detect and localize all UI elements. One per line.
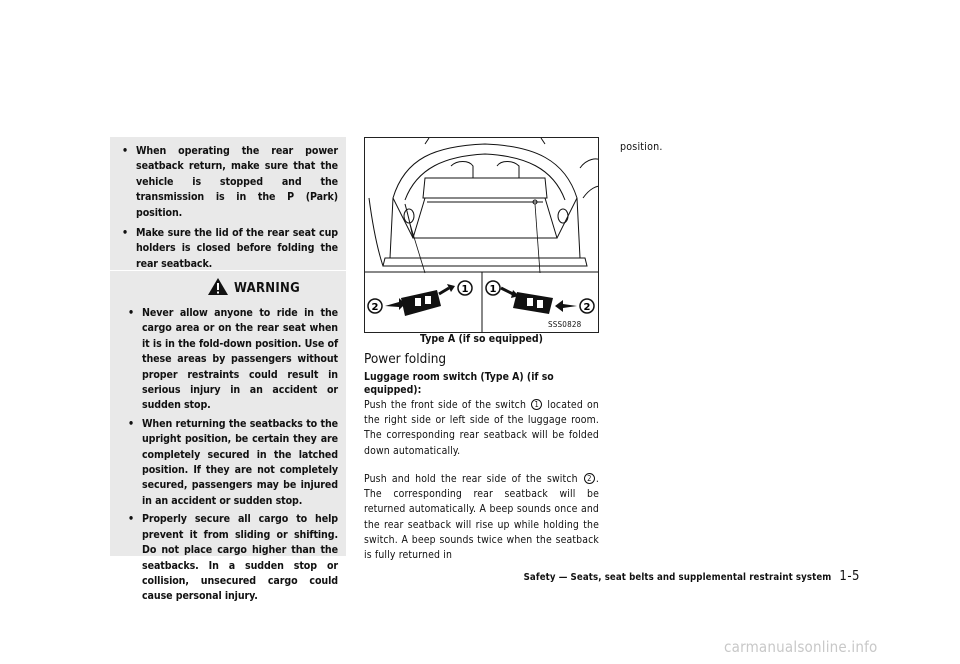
figure-caption: Type A (if so equipped) <box>420 333 543 345</box>
page-footer <box>500 565 860 584</box>
continuation-text: position. <box>620 141 663 153</box>
cargo-area-drawing <box>365 138 599 333</box>
warning-bullet: • Properly secure all cargo to help prevent it from sliding or shifting. Do not place cargo higher than the seatbacks. In a sudden stop or collision, unsecured cargo could cause personal injury. <box>128 513 338 603</box>
svg-text:1: 1 <box>489 284 497 295</box>
warning-header <box>110 270 346 300</box>
instruction-return: Push and hold the rear side of the switch 2 . The corresponding rear seatback will be returned automatically. A beep sounds once and the rear seatback will rise up while holding the switch. A beep sounds twice when the seatback is fully returned in <box>364 473 599 562</box>
warning-bullet: • When returning the seatbacks to the upright position, be certain they are completely secured in the latched position. If they are not completely secured, passengers may be injured in an accident or sudden stop. <box>128 417 338 507</box>
warning-title: WARNING <box>234 281 301 296</box>
left-panel <box>110 137 346 603</box>
page-number: 1-5 <box>839 569 860 584</box>
section-title: Power folding <box>364 351 447 367</box>
switch-right-drawing <box>486 281 594 314</box>
caution-bullet: • When operating the rear power seatback return, make sure that the vehicle is stopped and the transmission is in the P (Park) position. <box>122 145 338 219</box>
instruction-fold: Push the front side of the switch 1 located on the right side or left side of the luggage room. The corresponding rear seatback will be folded down automatically. <box>364 399 599 457</box>
cargo-switch-illustration <box>364 137 599 333</box>
svg-text:1: 1 <box>461 284 469 295</box>
caution-list <box>110 137 346 272</box>
svg-text:2: 2 <box>583 302 591 313</box>
subsection-heading: Luggage room switch (Type A) (if so equipped): <box>364 371 554 396</box>
warning-list <box>116 306 344 608</box>
callout-1-marker: 1 <box>531 399 542 410</box>
warning-triangle-icon <box>207 277 229 296</box>
figure-code: SSS0828 <box>548 320 582 329</box>
callout-2-marker: 2 <box>584 473 595 484</box>
svg-text:2: 2 <box>371 302 379 313</box>
footer-section-label: Safety — Seats, seat belts and supplemental restraint system <box>523 572 832 583</box>
watermark: carmanualsonline.info <box>724 638 878 656</box>
warning-bullet: • Never allow anyone to ride in the cargo area or on the rear seat when it is in the fold-down position. Use of these areas by passengers without proper restraints could result in serious injury in an accident or sudden stop. <box>128 307 338 412</box>
switch-left-drawing <box>368 281 472 316</box>
caution-bullet: • Make sure the lid of the rear seat cup holders is closed before folding the rear seatback. <box>122 227 338 270</box>
